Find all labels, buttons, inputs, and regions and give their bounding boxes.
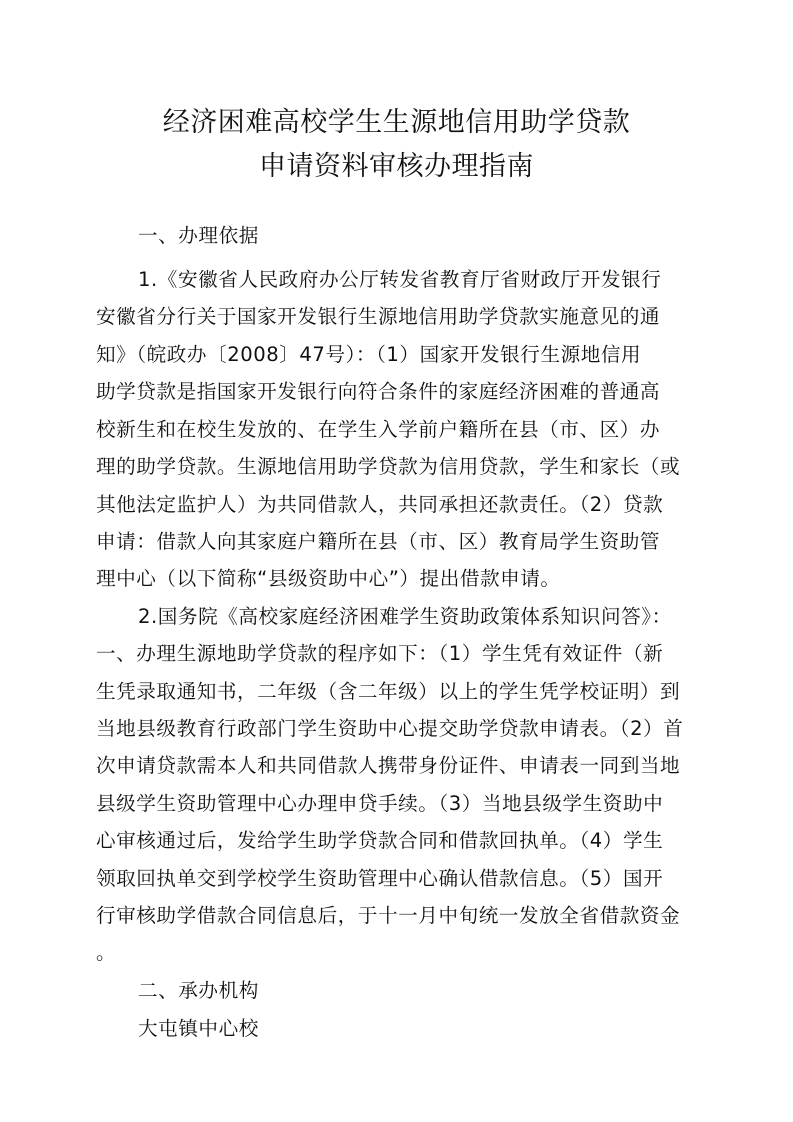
section-2-body: 大屯镇中心校 [138, 1017, 259, 1040]
item-1-line: 安徽省分行关于国家开发银行生源地信用助学贷款实施意见的通 [96, 305, 661, 328]
item-2-line: 2.国务院《高校家庭经济困难学生资助政策体系知识问答》： [138, 605, 672, 628]
item-1-line: 理中心（以下简称“县级资助中心”）提出借款申请。 [96, 567, 561, 590]
item-2-line: 一、办理生源地助学贷款的程序如下：（1）学生凭有效证件（新 [96, 642, 664, 665]
item-2-line: 领取回执单交到学校学生资助管理中心确认借款信息。（5）国开 [96, 867, 664, 890]
document-title-line-2: 申请资料审核办理指南 [259, 151, 534, 182]
document-title-line-1: 经济困难高校学生生源地信用助学贷款 [162, 107, 631, 138]
item-2-line: 心审核通过后，发给学生助学贷款合同和借款回执单。（4）学生 [96, 829, 664, 852]
item-1-line: 知》（皖政办〔2008〕47号）：（1）国家开发银行生源地信用 [96, 343, 642, 366]
item-2-line: 行审核助学借款合同信息后，于十一月中旬统一发放全省借款资金 [96, 904, 681, 927]
item-2-line: 当地县级教育行政部门学生资助中心提交助学贷款申请表。（2）首 [96, 717, 684, 740]
item-2-line: 。 [96, 941, 117, 964]
item-2-line: 县级学生资助管理中心办理申贷手续。（3）当地县级学生资助中 [96, 792, 664, 815]
section-1-heading: 一、办理依据 [138, 224, 259, 247]
section-2-heading: 二、承办机构 [138, 979, 259, 1002]
item-1-line: 助学贷款是指国家开发银行向符合条件的家庭经济困难的普通高 [96, 380, 661, 403]
item-1-line: 1.《安徽省人民政府办公厅转发省教育厅省财政厅开发银行 [138, 268, 662, 291]
item-1-line: 校新生和在校生发放的、在学生入学前户籍所在县（市、区）办 [96, 418, 661, 441]
item-1-line: 理的助学贷款。生源地信用助学贷款为信用贷款，学生和家长（或 [96, 455, 681, 478]
item-2-line: 次申请贷款需本人和共同借款人携带身份证件、申请表一同到当地 [96, 754, 681, 777]
item-2-line: 生凭录取通知书，二年级（含二年级）以上的学生凭学校证明）到 [96, 680, 681, 703]
item-1-line: 其他法定监护人）为共同借款人，共同承担还款责任。（2）贷款 [96, 493, 664, 516]
item-1-line: 申请：借款人向其家庭户籍所在县（市、区）教育局学生资助管 [96, 530, 661, 553]
